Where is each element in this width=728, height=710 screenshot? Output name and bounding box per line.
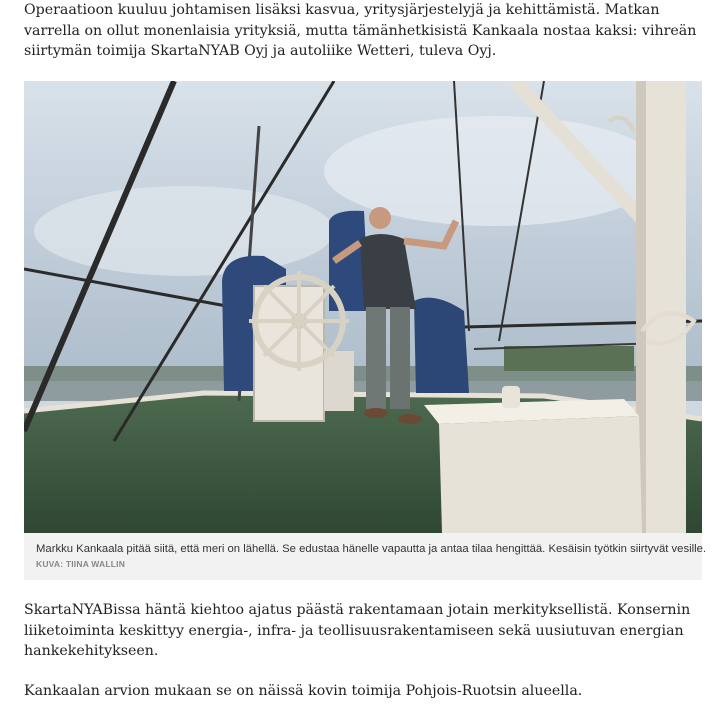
article-paragraph-two: SkartaNYABissa häntä kiehtoo ajatus päästä rakentamaan jotain merkityksellistä. Konsernin liiketoiminta keskittyy energia-, infra- ja teollisuusrakentamiseen sekä uusiutuvan energian hankekehitykseen. <box>24 602 691 659</box>
photo-credit: KUVA: TIINA WALLIN <box>36 559 126 569</box>
photo-man-on-ship-deck <box>24 81 702 533</box>
article-paragraph-intro: Operaatioon kuuluu johtamisen lisäksi kasvua, yritysjärjestelyjä ja kehittämistä. Matkan varrella on ollut monenlaisia yrityksiä, mutta tämänhetkisistä Kankaala nostaa kaksi: vihreän siirtymän toimija SkartaNYAB Oyj ja autoliike Wetteri, tuleva Oyj. <box>24 2 697 59</box>
figure-caption-box <box>24 533 707 580</box>
figure-caption: Markku Kankaala pitää siitä, että meri on lähellä. Se edustaa hänelle vapautta ja antaa tilaa hengittää. Kesäisin työtkin siirtyvät vesille. <box>36 543 707 555</box>
article-paragraph-three: Kankaalan arvion mukaan se on näissä kovin toimija Pohjois-Ruotsin alueella. <box>24 683 583 699</box>
article-figure <box>24 81 707 580</box>
